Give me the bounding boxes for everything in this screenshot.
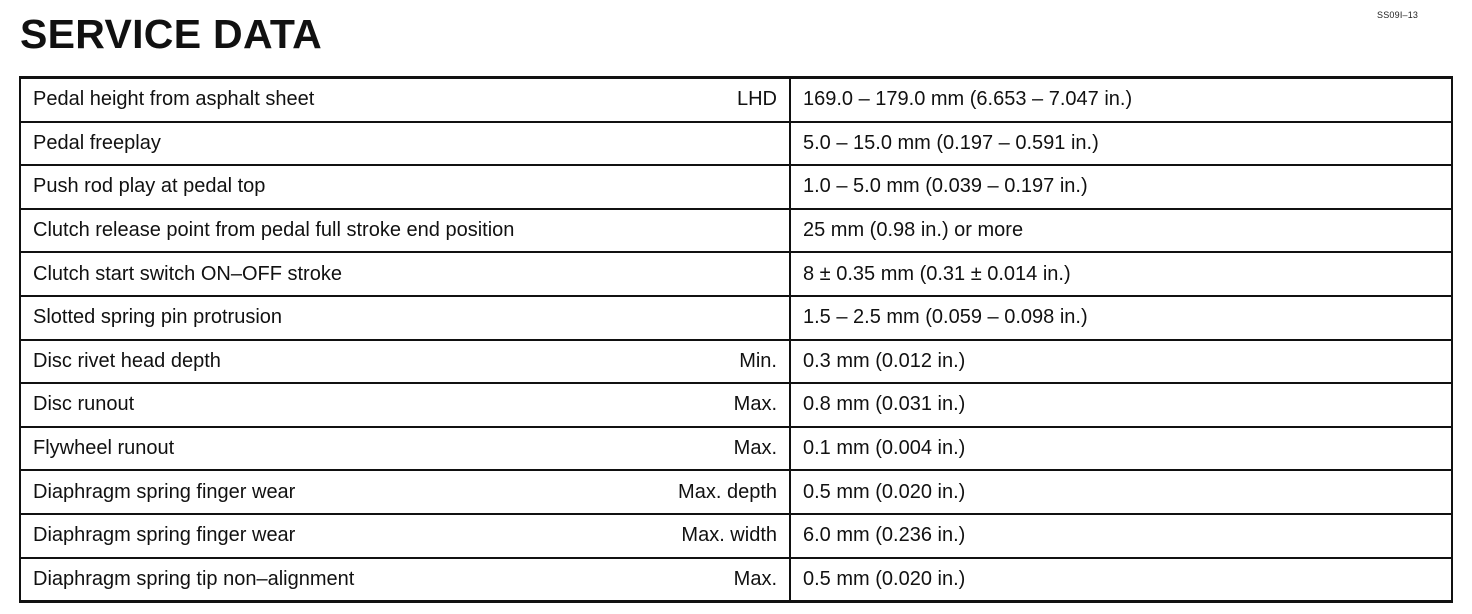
table-row (20, 558, 1452, 602)
item-qualifier: Min. (739, 349, 777, 372)
value-cell: 1.0 – 5.0 mm (0.039 – 0.197 in.) (803, 175, 1088, 198)
value-cell: 0.3 mm (0.012 in.) (803, 349, 966, 372)
table-row (20, 383, 1452, 427)
item-wrap (33, 263, 777, 286)
table-row (20, 427, 1452, 471)
item-wrap (33, 175, 777, 198)
value-cell: 25 mm (0.98 in.) or more (803, 219, 1024, 242)
value-cell: 1.5 – 2.5 mm (0.059 – 0.098 in.) (803, 306, 1088, 329)
item-wrap (33, 481, 777, 504)
value-cell: 6.0 mm (0.236 in.) (803, 524, 966, 547)
item-qualifier: Max. (733, 567, 777, 590)
table-row (20, 165, 1452, 209)
table-row (20, 122, 1452, 166)
item-cell (20, 165, 790, 209)
item-label: Pedal height from asphalt sheet (33, 88, 315, 111)
value-cell: 5.0 – 15.0 mm (0.197 – 0.591 in.) (803, 131, 1099, 154)
item-cell (20, 78, 790, 122)
item-cell (20, 296, 790, 340)
item-cell (20, 252, 790, 296)
item-cell (20, 122, 790, 166)
item-wrap (33, 306, 777, 329)
item-wrap (33, 219, 777, 242)
item-qualifier: Max. (733, 437, 777, 460)
item-qualifier: Max. width (681, 524, 777, 547)
page-title: SERVICE DATA (20, 11, 323, 57)
item-label: Disc runout (33, 393, 135, 416)
service-data-table-body (20, 78, 1452, 602)
item-label: Diaphragm spring finger wear (33, 524, 296, 547)
item-qualifier: Max. (733, 393, 777, 416)
item-label: Push rod play at pedal top (33, 175, 266, 198)
item-label: Diaphragm spring tip non–alignment (33, 567, 355, 590)
value-cell: 169.0 – 179.0 mm (6.653 – 7.047 in.) (803, 88, 1133, 111)
item-wrap (33, 524, 777, 547)
table-row (20, 470, 1452, 514)
item-wrap (33, 350, 777, 373)
table-row (20, 209, 1452, 253)
item-wrap (33, 88, 777, 111)
item-wrap (33, 132, 777, 155)
item-label: Pedal freeplay (33, 131, 161, 154)
item-cell (20, 558, 790, 602)
item-cell (20, 470, 790, 514)
item-label: Clutch start switch ON–OFF stroke (33, 262, 342, 285)
table-row (20, 340, 1452, 384)
item-cell (20, 514, 790, 558)
item-wrap (33, 393, 777, 416)
item-qualifier: Max. depth (678, 480, 777, 503)
item-label: Diaphragm spring finger wear (33, 480, 296, 503)
item-cell (20, 427, 790, 471)
item-qualifier: LHD (736, 88, 777, 111)
value-cell: 0.5 mm (0.020 in.) (803, 567, 966, 590)
value-cell: 0.1 mm (0.004 in.) (803, 437, 966, 460)
page-code: SS09I–13 (1377, 10, 1419, 20)
item-wrap (33, 568, 777, 591)
table-row (20, 78, 1452, 122)
item-cell (20, 340, 790, 384)
item-label: Flywheel runout (33, 437, 175, 460)
item-cell (20, 383, 790, 427)
table-row (20, 514, 1452, 558)
table-row (20, 296, 1452, 340)
table-row (20, 252, 1452, 296)
value-cell: 0.8 mm (0.031 in.) (803, 393, 966, 416)
item-label: Disc rivet head depth (33, 349, 221, 372)
item-label: Clutch release point from pedal full stroke end position (33, 219, 515, 242)
value-cell: 8 ± 0.35 mm (0.31 ± 0.014 in.) (803, 262, 1071, 285)
item-label: Slotted spring pin protrusion (33, 306, 283, 329)
item-wrap (33, 437, 777, 460)
value-cell: 0.5 mm (0.020 in.) (803, 480, 966, 503)
service-data-table (19, 76, 1453, 603)
item-cell (20, 209, 790, 253)
